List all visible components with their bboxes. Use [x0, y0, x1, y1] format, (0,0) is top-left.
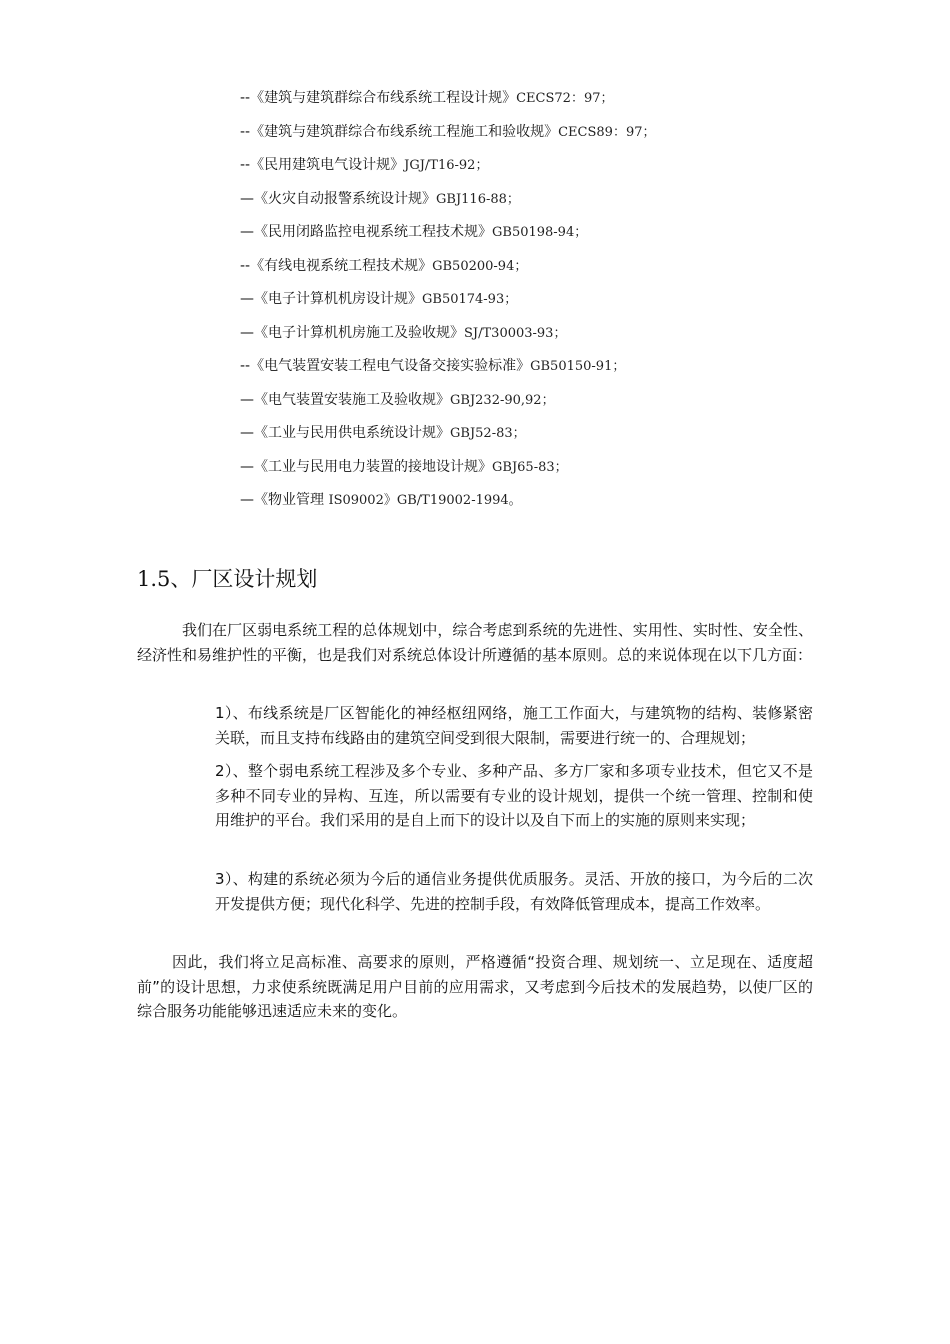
principle-item-1: 1）、布线系统是厂区智能化的神经枢纽网络，施工工作面大，与建筑物的结构、装修紧密关联，而且支持布线路由的建筑空间受到很大限制，需要进行统一的、合理规划；: [215, 704, 813, 747]
standard-code: GB50200-94；: [432, 258, 528, 274]
standard-title: --《建筑与建筑群综合布线系统工程施工和验收规》: [240, 123, 559, 140]
standard-title: —《民用闭路监控电视系统工程技术规》: [240, 224, 492, 240]
standard-code: CECS72：97；: [516, 91, 614, 106]
standard-title: —《物业管理: [240, 492, 324, 508]
standard-item: [240, 354, 655, 388]
standard-title: --《电气装置安装工程电气设备交接实验标准》: [240, 358, 531, 374]
standard-code: SJ/T30003-93；: [464, 325, 567, 341]
standard-item: [240, 120, 655, 154]
standard-title: —《工业与民用供电系统设计规》: [240, 425, 450, 441]
standard-title: —《电气装置安装施工及验收规》: [240, 391, 450, 408]
standard-item: [240, 153, 655, 187]
standard-item: [240, 421, 655, 455]
standard-item: [240, 187, 655, 221]
standard-title: —《工业与民用电力装置的接地设计规》: [240, 458, 492, 475]
standard-title: --《建筑与建筑群综合布线系统工程设计规》: [240, 90, 517, 106]
standard-code: JGJ/T16-92；: [404, 158, 489, 173]
standard-item: [240, 455, 655, 489]
intro-paragraph: 我们在厂区弱电系统工程的总体规划中，综合考虑到系统的先进性、实用性、实时性、安全性、经济性和易维护性的平衡，也是我们对系统总体设计所遵循的基本原则。总的来说体现在以下几方面：: [137, 621, 813, 664]
standard-code: GBJ52-83；: [450, 426, 526, 441]
standard-item: [240, 488, 655, 522]
standard-item: [240, 220, 655, 254]
standard-title: —《电子计算机机房施工及验收规》: [240, 324, 464, 341]
standard-code: GBJ116-88；: [436, 191, 520, 207]
standard-title: --《有线电视系统工程技术规》: [240, 257, 433, 274]
standard-item: [240, 254, 655, 288]
standard-code: GB50198-94；: [492, 225, 588, 240]
standard-item: [240, 287, 655, 321]
section-title: 厂区设计规划: [191, 567, 318, 591]
standard-code: CECS89：97；: [558, 124, 656, 140]
section-heading: [137, 562, 317, 596]
standard-title: --《民用建筑电气设计规》: [240, 157, 405, 173]
standard-code: GBJ232-90,92；: [450, 392, 555, 408]
principle-item-2: 2）、整个弱电系统工程涉及多个专业、多种产品、多方厂家和多项专业技术，但它又不是多种不同专业的异构、互连，所以需要有专业的设计规划，提供一个统一管理、控制和使用维护的平台。我们采用的是自上而下的设计以及自下而上的实施的原则来实现；: [215, 762, 813, 829]
standard-item: [240, 388, 655, 422]
standard-title: —《火灾自动报警系统设计规》: [240, 190, 436, 207]
section-number: 1.5、: [137, 567, 192, 591]
standard-code: GB50174-93；: [422, 292, 518, 307]
standard-code: IS09002》GB/T19002-1994。: [328, 493, 522, 508]
standard-item: [240, 321, 655, 355]
standard-code: GBJ65-83；: [492, 459, 568, 475]
principle-item-3: 3）、构建的系统必须为今后的通信业务提供优质服务。灵活、开放的接口，为今后的二次开发提供方便；现代化科学、先进的控制手段，有效降低管理成本，提高工作效率。: [215, 870, 813, 913]
standard-code: GB50150-91；: [530, 359, 626, 374]
standard-title: —《电子计算机机房设计规》: [240, 291, 422, 307]
conclusion-paragraph: 因此，我们将立足高标准、高要求的原则，严格遵循“投资合理、规划统一、立足现在、适度超前”的设计思想，力求使系统既满足用户目前的应用需求，又考虑到今后技术的发展趋势，以使厂区的综合服务功能能够迅速适应未来的变化。: [137, 953, 813, 1020]
standards-list: [240, 86, 655, 522]
standard-item: [240, 86, 655, 120]
